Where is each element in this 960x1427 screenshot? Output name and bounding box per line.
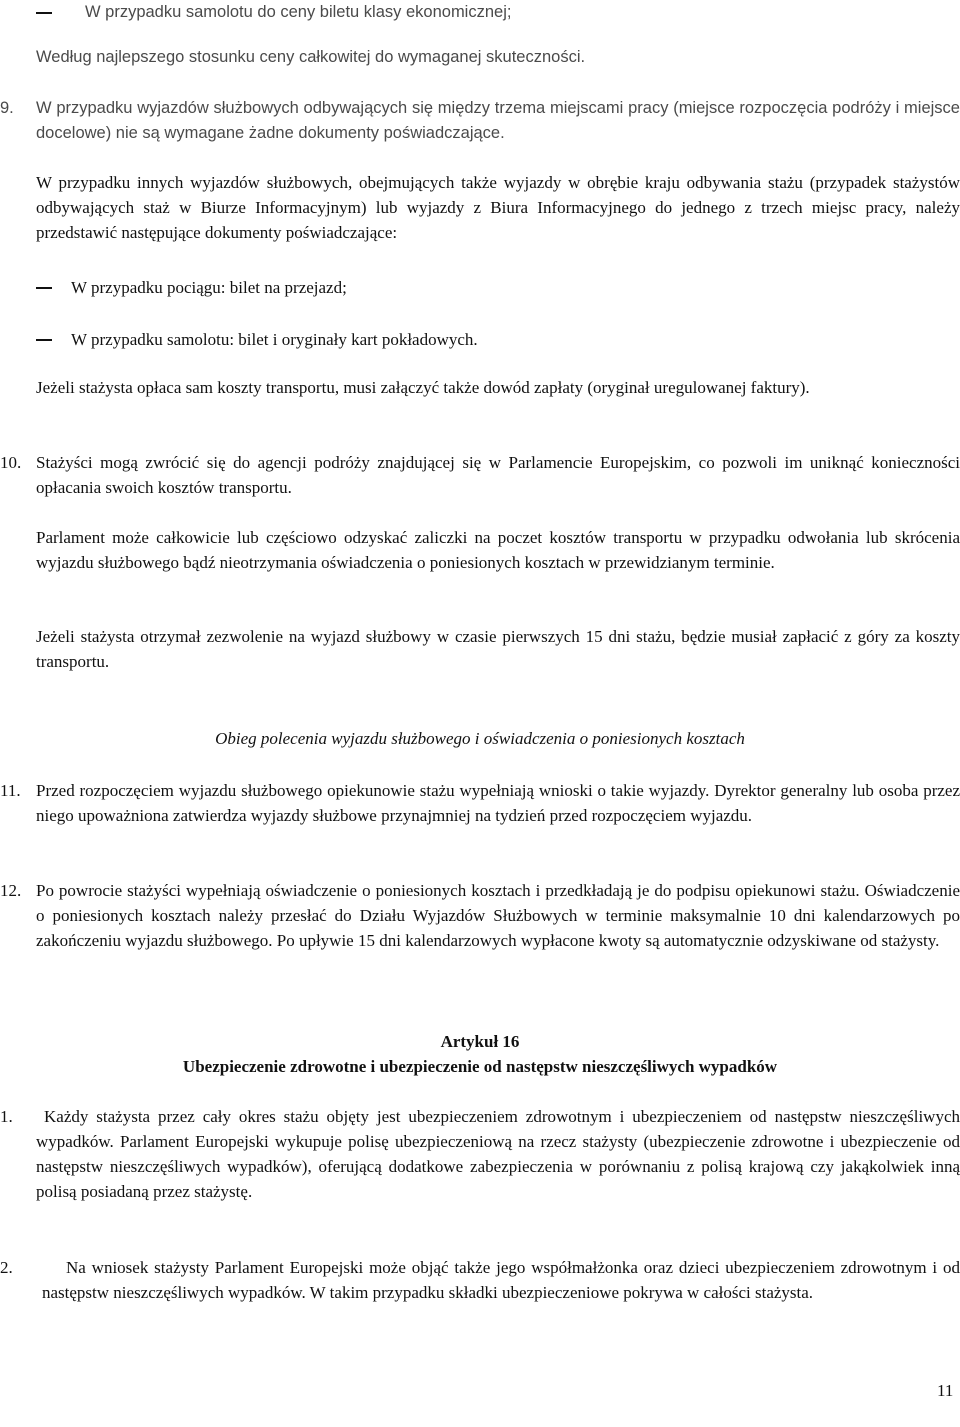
article-label: Artykuł 16	[440, 1032, 520, 1051]
page-number: 11	[937, 1381, 954, 1400]
article-item-number: 1.	[0, 1107, 13, 1126]
paragraph-12-text: Po powrocie stażyści wypełniają oświadczenie o poniesionych kosztach i przedkładają je do podpisu opiekunowi stażu. Oświadczenie o poniesionych kosztach należy przesłać do Działu Wyjazdów Służbowych w terminie maksymalnie 10 dni kalendarzowych po zakończeniu wyjazdu służbowego. Po upływie 15 dni kalendarzowych wypłacone kwoty są automatycznie odzyskiwane od stażysty.	[36, 881, 960, 950]
ratio-line: Według najlepszego stosunku ceny całkowitej do wymaganej skuteczności.	[36, 48, 586, 66]
paragraph-number: 10.	[0, 453, 22, 472]
paragraph-9-text: W przypadku wyjazdów służbowych odbywających się między trzema miejscami pracy (miejsce rozpoczęcia podróży i miejsce docelowe) nie są wymagane żadne dokumenty poświadczające.	[36, 99, 960, 142]
bullet-dash	[36, 12, 52, 14]
bullet-item-train: W przypadku pociągu: bilet na przejazd;	[71, 278, 347, 297]
paragraph-9-own-cost: Jeżeli stażysta opłaca sam koszty transportu, musi załączyć także dowód zapłaty (oryginał uregulowanej faktury).	[36, 378, 810, 397]
article-item-number: 2.	[0, 1258, 13, 1277]
bullet-item-plane: W przypadku samolotu: bilet i oryginały kart pokładowych.	[71, 330, 478, 349]
bullet-dash	[36, 339, 52, 341]
paragraph-9-other-trips: W przypadku innych wyjazdów służbowych, obejmujących także wyjazdy w obrębie kraju odbywania stażu (przypadek stażystów odbywających staż w Biurze Informacyjnym) lub wyjazdy z Biura Informacyjnego do jednego z trzech miejsc pracy, należy przedstawić następujące dokumenty poświadczające:	[36, 173, 960, 242]
paragraph-10-text: Stażyści mogą zwrócić się do agencji podróży znajdującej się w Parlamencie Europejskim, co pozwoli im uniknąć konieczności opłacania swoich kosztów transportu.	[36, 453, 960, 497]
paragraph-number: 12.	[0, 881, 22, 900]
paragraph-number: 9.	[0, 99, 14, 117]
article-item-1-text: Każdy stażysta przez cały okres stażu objęty jest ubezpieczeniem zdrowotnym i ubezpieczeniem od następstw nieszczęśliwych wypadków. Parlament Europejski wykupuje polisę ubezpieczeniową na rzecz stażysty (ubezpieczenie zdrowotne i ubezpieczenie od następstw nieszczęśliwych wypadków), oferującą dodatkowe zabezpieczenia w porównaniu z polisą krajową czy jakąkolwiek inną polisą posiadaną przez stażystę.	[36, 1107, 960, 1201]
section-heading: Obieg polecenia wyjazdu służbowego i oświadczenia o poniesionych kosztach	[215, 729, 745, 748]
article-item-2-text: Na wniosek stażysty Parlament Europejski może objąć także jego współmałżonka oraz dzieci ubezpieczeniem zdrowotnym i od następstw nieszczęśliwych wypadków. W takim przypadku składki ubezpieczeniowe pokrywa w całości stażysta.	[42, 1258, 960, 1302]
article-title: Ubezpieczenie zdrowotne i ubezpieczenie od następstw nieszczęśliwych wypadków	[182, 1057, 778, 1076]
paragraph-10-first-days: Jeżeli stażysta otrzymał zezwolenie na wyjazd służbowy w czasie pierwszych 15 dni stażu, będzie musiał zapłacić z góry za koszty transportu.	[36, 627, 960, 671]
paragraph-number: 11.	[0, 781, 21, 800]
bullet-dash	[36, 287, 52, 289]
bullet-item-plane-economy: W przypadku samolotu do ceny biletu klasy ekonomicznej;	[85, 3, 512, 21]
paragraph-11-text: Przed rozpoczęciem wyjazdu służbowego opiekunowie stażu wypełniają wnioski o takie wyjazdy. Dyrektor generalny lub osoba przez niego upoważniona zatwierdza wyjazdy służbowe przynajmniej na tydzień przed rozpoczęciem wyjazdu.	[36, 781, 960, 825]
paragraph-10-recovery: Parlament może całkowicie lub częściowo odzyskać zaliczki na poczet kosztów transportu w przypadku odwołania lub skrócenia wyjazdu służbowego bądź nieotrzymania oświadczenia o poniesionych kosztach w przewidzianym terminie.	[36, 528, 960, 572]
